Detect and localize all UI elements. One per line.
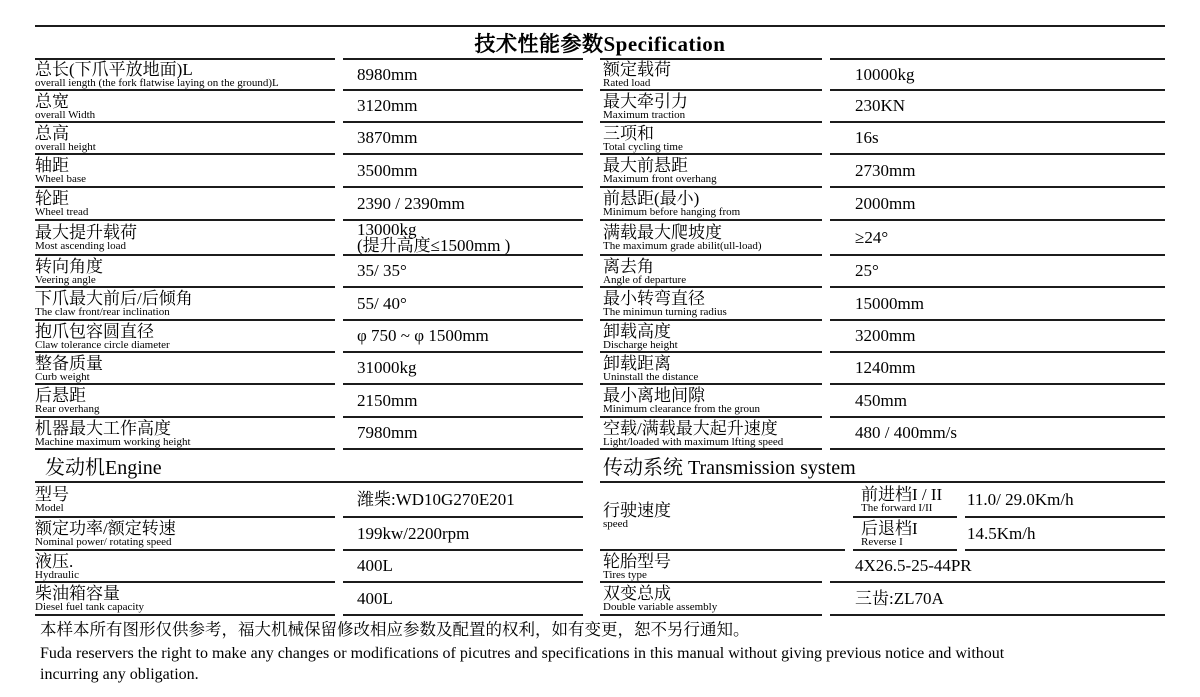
engine-row — [35, 483, 583, 518]
spec-label-right — [600, 256, 822, 288]
spec-label-right — [600, 288, 822, 321]
footer-note-en-line1: Fuda reservers the right to make any changes or modifications of picutres and specifications in this manual without giving previous notice and without — [40, 645, 1005, 662]
spec-row — [35, 123, 1165, 155]
spec-row — [35, 221, 1165, 256]
label-cn: 后退档I — [861, 518, 918, 538]
label-cn: 后悬距 — [35, 386, 86, 405]
label-en: Maximum traction — [603, 108, 686, 121]
value-text: 55/ 40° — [357, 293, 407, 313]
spec-row — [35, 321, 1165, 353]
value-text: 480 / 400mm/s — [855, 423, 958, 442]
value-text: 199kw/2200rpm — [357, 523, 470, 543]
value-text: 2150mm — [357, 390, 418, 410]
label-en: Uninstall the distance — [603, 370, 699, 383]
engine-row — [35, 551, 583, 583]
transmission-rows — [600, 483, 1165, 616]
engine-label — [35, 551, 335, 583]
spec-value-right — [830, 123, 1165, 155]
label-en: Curb weight — [35, 370, 90, 383]
spec-value-right — [830, 418, 1165, 450]
label-cn: 离去角 — [603, 256, 654, 276]
value-text: 2000mm — [855, 193, 916, 213]
spec-value-right — [830, 321, 1165, 353]
spec-label-left — [35, 58, 335, 91]
label-cn: 三项和 — [603, 123, 654, 143]
label-cn: 机器最大工作高度 — [35, 418, 171, 438]
value-text: 35/ 35° — [357, 261, 407, 280]
spec-value-right — [830, 221, 1165, 256]
label-cn: 下爪最大前后/后倾角 — [35, 289, 193, 308]
spec-value-left — [343, 256, 583, 288]
spec-row — [35, 288, 1165, 321]
spec-label-left — [35, 91, 335, 123]
value-text: 31000kg — [357, 358, 417, 377]
label-en: Nominal power/ rotating speed — [35, 536, 172, 548]
value-text: 3120mm — [357, 96, 418, 115]
label-en: Machine maximum working height — [35, 435, 191, 448]
engine-value — [343, 551, 583, 583]
engine-transmission-section — [35, 483, 1165, 616]
label-cn: 柴油箱容量 — [35, 584, 120, 603]
label-en: Model — [35, 502, 64, 514]
speed-label — [600, 483, 845, 551]
engine-label — [35, 583, 335, 616]
label-en: overall height — [35, 140, 96, 153]
value-text: 4X26.5-25-44PR — [855, 556, 972, 575]
transmission-row — [600, 551, 1165, 583]
label-cn: 抱爪包容圆直径 — [35, 321, 154, 341]
value-text: 13000kg — [357, 219, 417, 239]
label-cn: 额定功率/额定转速 — [35, 519, 176, 538]
label-cn: 型号 — [35, 485, 69, 504]
label-en: The minimun turning radius — [603, 306, 727, 318]
footer-disclaimer — [40, 620, 1175, 685]
label-cn: 行驶速度 — [603, 501, 671, 520]
footer-note-cn: 本样本所有图形仅供参考，福大机械保留修改相应参数及配置的权利，如有变更，恕不另行通知。 — [40, 620, 750, 639]
value-text: 三齿:ZL70A — [855, 588, 944, 608]
label-cn: 轮距 — [35, 189, 69, 208]
spec-label-left — [35, 221, 335, 256]
value-text: ≥24° — [855, 227, 889, 247]
engine-value — [343, 583, 583, 616]
label-cn: 总高 — [35, 123, 69, 143]
label-cn: 前进档I / II — [861, 484, 943, 504]
label-en: Wheel base — [35, 173, 86, 185]
label-en: Rated load — [603, 77, 651, 89]
spec-value-right — [830, 155, 1165, 188]
engine-rows — [35, 483, 583, 616]
label-en: Minimum before hanging from — [603, 206, 741, 218]
label-en: Wheel tread — [35, 206, 89, 218]
spec-label-left — [35, 353, 335, 385]
spec-row — [35, 188, 1165, 221]
label-cn: 转向角度 — [35, 256, 103, 276]
label-cn: 额定载荷 — [603, 60, 671, 79]
label-cn: 双变总成 — [603, 584, 671, 603]
spec-row — [35, 418, 1165, 450]
engine-row — [35, 583, 583, 616]
value-text: 400L — [357, 588, 393, 608]
label-cn: 最大前悬距 — [603, 156, 688, 175]
value-text: 450mm — [855, 390, 907, 410]
spec-row — [35, 353, 1165, 385]
spec-value-right — [830, 58, 1165, 91]
transmission-value — [830, 583, 1165, 616]
label-en: Reverse I — [861, 535, 903, 548]
spec-label-right — [600, 91, 822, 123]
value-text-line2: (提升高度≤1500mm ) — [357, 235, 511, 255]
label-en: The claw front/rear inclination — [35, 306, 170, 318]
value-text: 3200mm — [855, 326, 916, 345]
label-cn: 液压. — [35, 551, 74, 571]
spec-value-right — [830, 256, 1165, 288]
label-en: Minimum clearance from the groun — [603, 403, 761, 415]
reverse-gear-label — [853, 518, 957, 551]
spec-value-left — [343, 58, 583, 91]
page-title: 技术性能参数Specification — [35, 25, 1165, 58]
spec-value-right — [830, 188, 1165, 221]
transmission-value — [830, 551, 1165, 583]
reverse-gear-value: 14.5Km/h — [965, 518, 1165, 551]
spec-label-right — [600, 418, 822, 450]
value-text: 230KN — [855, 96, 906, 115]
label-en: overall iength (the fork flatwise laying on the ground)L — [35, 77, 279, 89]
spec-row — [35, 58, 1165, 91]
spec-label-left — [35, 288, 335, 321]
spec-value-right — [830, 353, 1165, 385]
transmission-section-header: 传动系统 Transmission system — [600, 450, 1165, 483]
spec-label-left — [35, 418, 335, 450]
value-text: 10000kg — [855, 64, 915, 84]
label-cn: 总长(下爪平放地面)L — [35, 60, 193, 79]
spec-label-right — [600, 221, 822, 256]
spec-row — [35, 91, 1165, 123]
engine-label — [35, 518, 335, 551]
spec-row — [35, 256, 1165, 288]
value-text: 8980mm — [357, 64, 418, 84]
spec-label-right — [600, 353, 822, 385]
spec-rows-container — [35, 58, 1165, 450]
label-cn: 最小转弯直径 — [603, 289, 705, 308]
label-en: Claw tolerance circle diameter — [35, 338, 170, 351]
spec-label-right — [600, 123, 822, 155]
spec-value-left — [343, 418, 583, 450]
label-en: Diesel fuel tank capacity — [35, 601, 145, 613]
label-cn: 卸载距离 — [603, 353, 671, 373]
label-en: overall Width — [35, 108, 96, 121]
label-cn: 轮胎型号 — [603, 551, 671, 571]
spec-value-left — [343, 288, 583, 321]
label-en: Rear overhang — [35, 403, 100, 415]
value-text: 潍柴:WD10G270E201 — [357, 489, 515, 509]
label-en: speed — [603, 518, 629, 530]
label-en: Hydraulic — [35, 568, 79, 581]
label-cn: 卸载高度 — [603, 321, 671, 341]
forward-gear-label — [853, 483, 957, 518]
spec-value-left — [343, 385, 583, 418]
transmission-label — [600, 551, 822, 583]
transmission-label — [600, 583, 822, 616]
transmission-row — [600, 583, 1165, 616]
spec-label-left — [35, 256, 335, 288]
label-cn: 最大牵引力 — [603, 91, 688, 111]
spec-label-right — [600, 188, 822, 221]
spec-label-left — [35, 155, 335, 188]
travel-speed-block — [600, 483, 1165, 551]
value-text: 2730mm — [855, 160, 916, 180]
value-text: 7980mm — [357, 423, 418, 442]
spec-label-left — [35, 321, 335, 353]
value-text: φ 750 ~ φ 1500mm — [357, 326, 489, 345]
label-cn: 整备质量 — [35, 353, 103, 373]
engine-value — [343, 483, 583, 518]
forward-gear-value: 11.0/ 29.0Km/h — [965, 483, 1165, 518]
value-text: 1240mm — [855, 358, 916, 377]
value-text: 15000mm — [855, 293, 924, 313]
label-en: Maximum front overhang — [603, 173, 717, 185]
value-text: 3870mm — [357, 128, 418, 147]
spec-value-right — [830, 91, 1165, 123]
label-cn: 总宽 — [35, 91, 69, 111]
label-en: The forward I/II — [861, 501, 933, 514]
label-cn: 满载最大爬坡度 — [603, 223, 722, 242]
spec-value-right — [830, 385, 1165, 418]
label-en: Angle of departure — [603, 273, 687, 286]
label-cn: 空载/满载最大起升速度 — [603, 418, 778, 438]
spec-label-left — [35, 188, 335, 221]
label-en: Veering angle — [35, 273, 96, 286]
label-en: Tires type — [603, 568, 647, 581]
label-en: Most ascending load — [35, 240, 127, 252]
spec-value-left — [343, 91, 583, 123]
spec-value-left — [343, 188, 583, 221]
label-cn: 最大提升载荷 — [35, 223, 137, 242]
spec-value-left — [343, 123, 583, 155]
spec-label-right — [600, 155, 822, 188]
spec-value-left — [343, 155, 583, 188]
spec-value-left — [343, 221, 583, 256]
footer-note-en-line2: incurring any obligation. — [40, 666, 199, 683]
spec-row — [35, 385, 1165, 418]
label-en: Total cycling time — [603, 140, 683, 153]
engine-section-header: 发动机Engine — [35, 450, 583, 483]
label-en: Discharge height — [603, 338, 678, 351]
value-text: 3500mm — [357, 160, 418, 180]
label-cn: 轴距 — [35, 156, 69, 175]
spec-row — [35, 155, 1165, 188]
value-text: 400L — [357, 556, 393, 575]
value-text: 2390 / 2390mm — [357, 193, 465, 213]
label-en: The maximum grade abilit(ull-load) — [603, 240, 762, 252]
spec-label-left — [35, 123, 335, 155]
spec-value-left — [343, 353, 583, 385]
spec-table — [35, 25, 1165, 616]
value-text: 16s — [855, 128, 879, 147]
label-en: Double variable assembly — [603, 601, 718, 613]
spec-value-left — [343, 321, 583, 353]
value-text: 25° — [855, 261, 879, 280]
label-cn: 最小离地间隙 — [603, 386, 705, 405]
engine-row — [35, 518, 583, 551]
spec-value-right — [830, 288, 1165, 321]
engine-label — [35, 483, 335, 518]
label-cn: 前悬距(最小) — [603, 189, 700, 208]
section-header-row — [35, 450, 1165, 483]
engine-value — [343, 518, 583, 551]
spec-label-right — [600, 385, 822, 418]
spec-label-right — [600, 58, 822, 91]
spec-label-right — [600, 321, 822, 353]
spec-label-left — [35, 385, 335, 418]
label-en: Light/loaded with maximum lfting speed — [603, 435, 784, 448]
